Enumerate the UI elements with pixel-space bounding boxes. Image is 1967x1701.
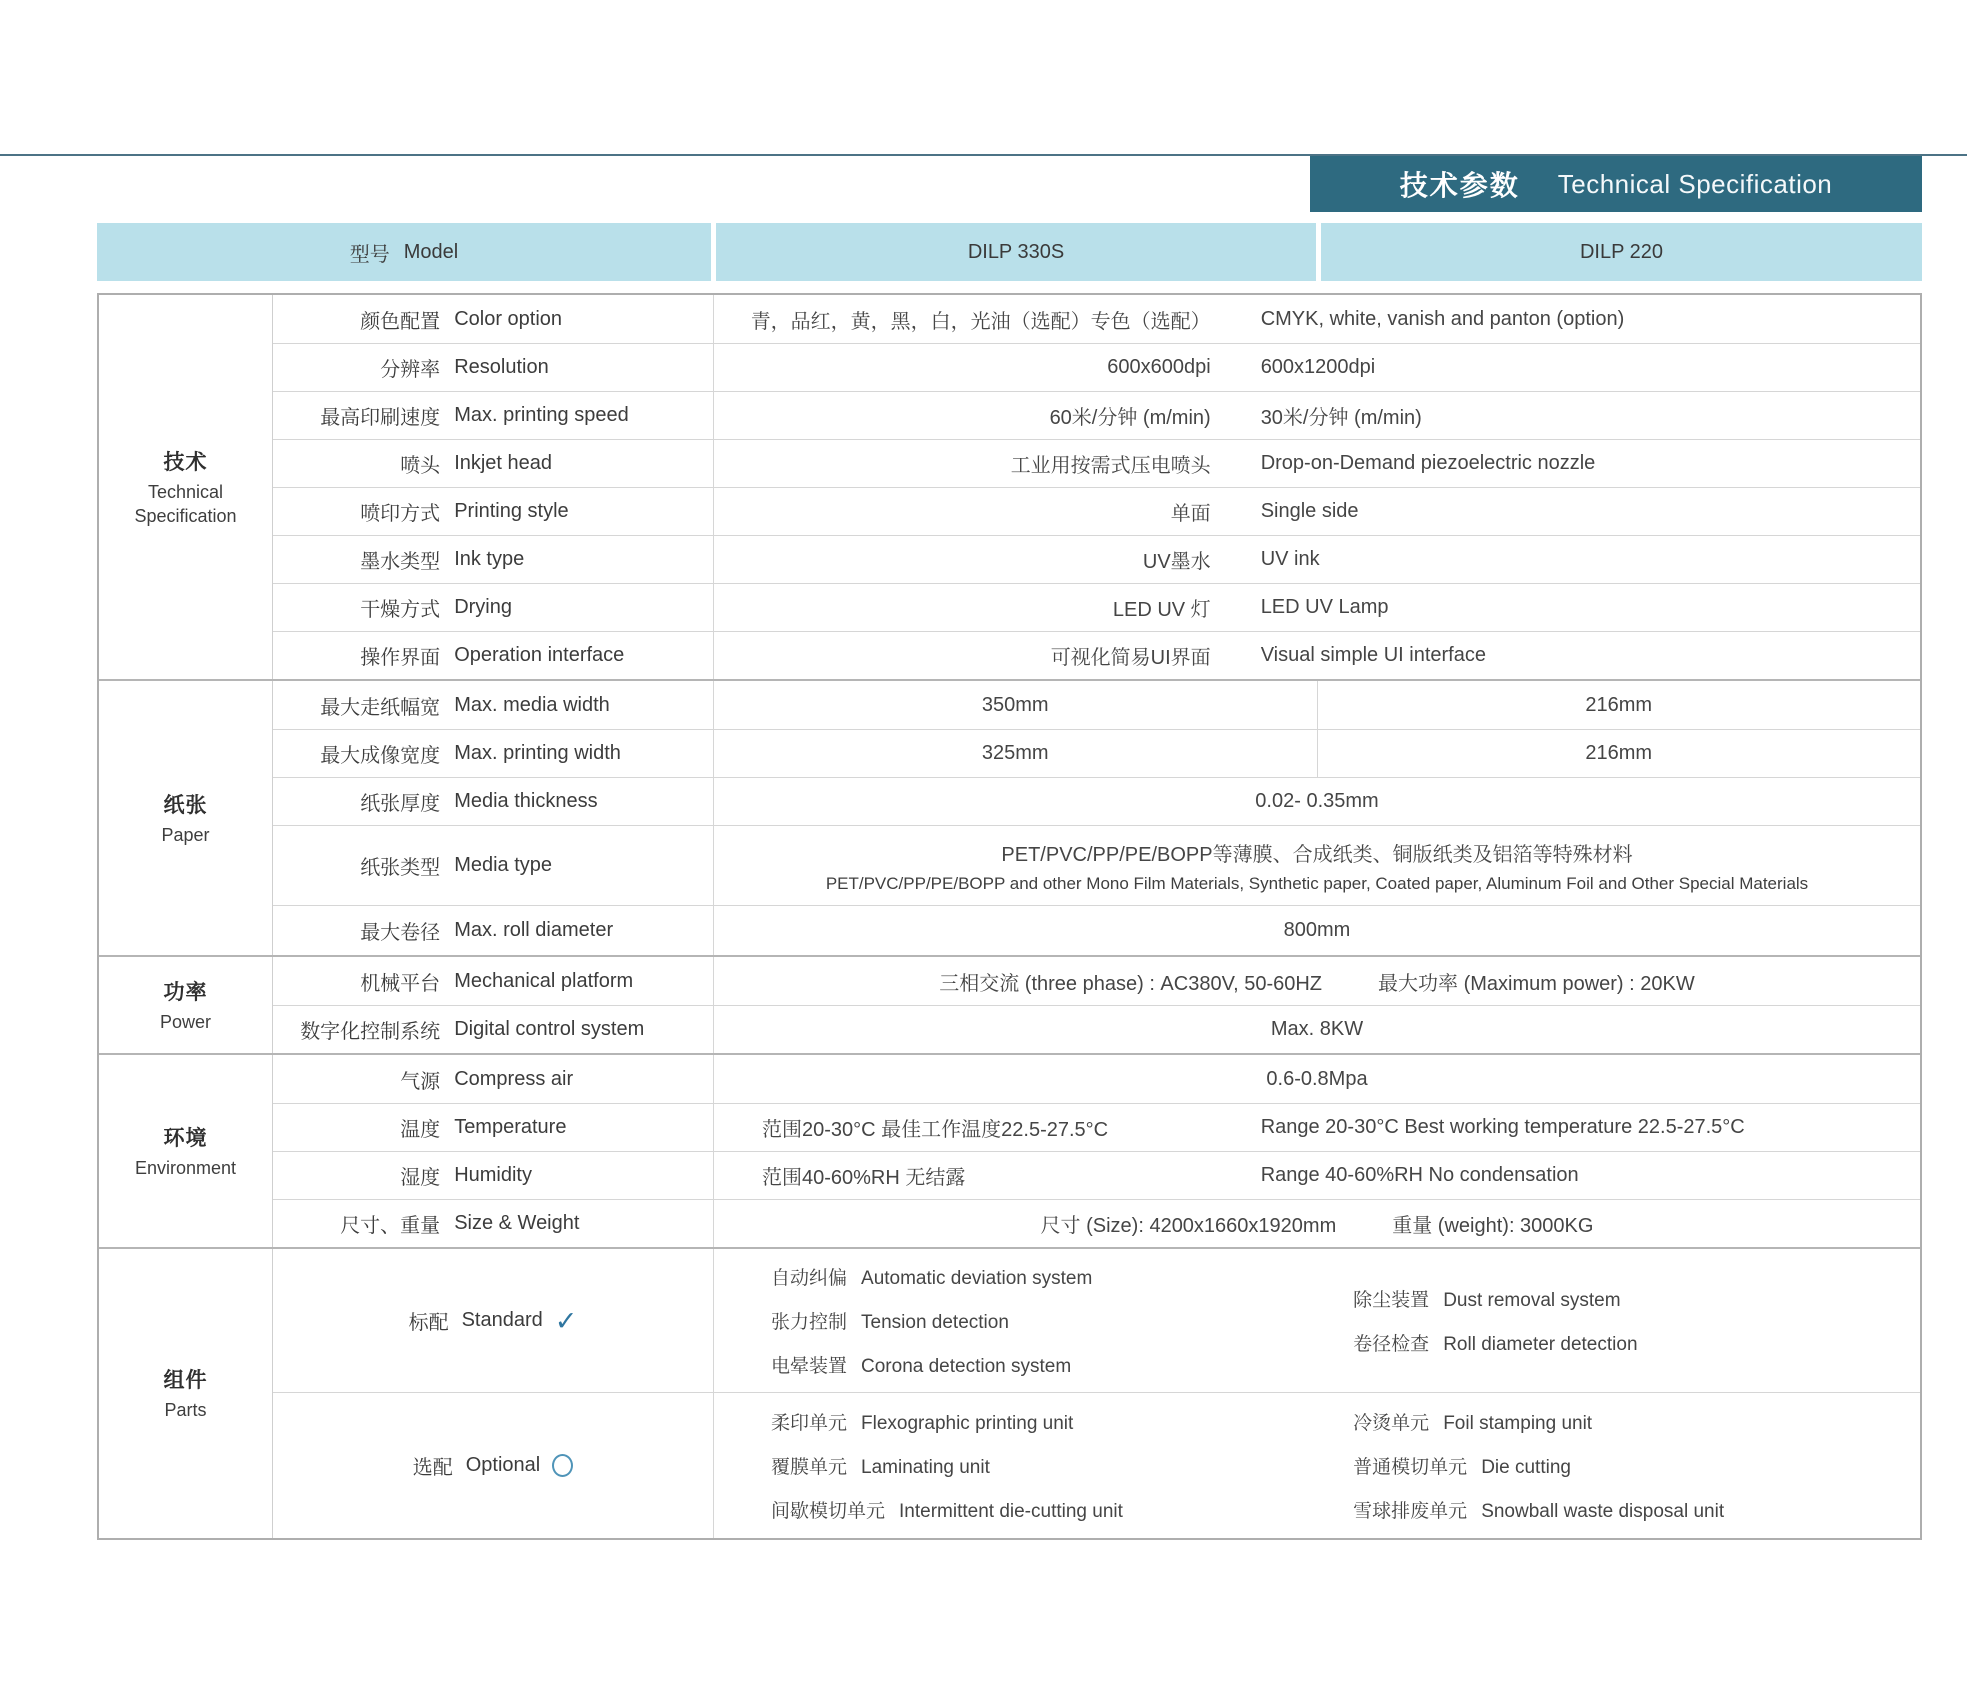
value-en: 重量 (weight): 3000KG (1392, 1215, 1594, 1237)
label-zh: 最大走纸幅宽 (320, 696, 441, 719)
section-parts (99, 1247, 1920, 1538)
value-cell (714, 1152, 1920, 1199)
label-cell (273, 295, 714, 343)
label-cell (273, 957, 714, 1005)
value-dilp330s: 350mm (981, 693, 1049, 716)
group-en: Technical Specification (134, 482, 237, 526)
value-merged: Max. 8KW (1270, 1018, 1364, 1040)
group-en: Parts (164, 1400, 207, 1421)
group-cell-parts (99, 1249, 273, 1538)
spec-table (97, 293, 1922, 1540)
value-cell (714, 392, 1920, 439)
value-cell (714, 1200, 1920, 1247)
item-zh: 雪球排废单元 (1353, 1501, 1468, 1522)
table-row-temperature (273, 1103, 1920, 1151)
group-en: Environment (134, 1157, 237, 1178)
item-zh: 冷烫单元 (1353, 1413, 1430, 1434)
group-cell-power (99, 957, 273, 1053)
label-cell (273, 488, 714, 535)
item-en: Intermittent die-cutting unit (899, 1501, 1123, 1522)
table-row-max-printing-speed (273, 391, 1920, 439)
item-en: Dust removal system (1443, 1290, 1621, 1311)
label-cell (273, 906, 714, 955)
label-zh: 温度 (400, 1119, 441, 1141)
table-row-operation-interface (273, 631, 1920, 679)
value-cell (714, 1104, 1920, 1151)
label-en: Mechanical platform (454, 969, 634, 992)
value-en: CMYK, white, vanish and panton (option) (1260, 307, 1625, 330)
item-zh: 卷径检查 (1353, 1334, 1430, 1355)
table-row-standard-parts (273, 1249, 1920, 1392)
item-zh: 柔印单元 (771, 1413, 848, 1434)
group-zh: 技术 (163, 451, 208, 475)
value-cell (714, 536, 1920, 583)
label-zh: 最大成像宽度 (320, 745, 441, 767)
item-zh: 覆膜单元 (771, 1457, 848, 1478)
model-header-row (97, 223, 1922, 281)
label-cell (273, 778, 714, 825)
value-cell (714, 488, 1920, 535)
value-cell-standard-list (714, 1249, 1920, 1392)
value-cell (714, 632, 1920, 679)
value-zh: 60米/分钟 (m/min) (1049, 407, 1211, 429)
value-dilp220: 216mm (1317, 681, 1921, 729)
list-item (771, 1307, 1353, 1334)
value-merged: 0.6-0.8Mpa (1266, 1067, 1368, 1090)
list-item (1353, 1408, 1920, 1435)
circle-icon (552, 1454, 573, 1477)
table-row-media-thickness (273, 777, 1920, 825)
value-merged: 800mm (1283, 919, 1351, 941)
item-en: Foil stamping unit (1443, 1413, 1593, 1434)
group-zh: 组件 (163, 1369, 208, 1393)
value-cell (714, 778, 1920, 825)
table-row-digital-control-system (273, 1005, 1920, 1053)
item-en: Die cutting (1481, 1457, 1571, 1478)
model-label-en: Model (403, 240, 459, 263)
section-environment (99, 1053, 1920, 1247)
value-cell (714, 906, 1920, 955)
value-zh: 三相交流 (three phase) : AC380V, 50-60HZ (939, 972, 1323, 995)
list-item (1353, 1452, 1920, 1479)
label-en: Max. printing speed (454, 404, 629, 426)
label-en: Max. printing width (454, 742, 621, 764)
table-row-compress-air (273, 1055, 1920, 1103)
label-cell (273, 1104, 714, 1151)
table-row-max-roll-diameter (273, 905, 1920, 955)
list-item (1353, 1496, 1920, 1523)
label-en: Printing style (454, 500, 569, 522)
value-merged: 0.02- 0.35mm (1255, 790, 1379, 812)
optional-list-right (1353, 1408, 1920, 1523)
label-zh: 颜色配置 (360, 310, 441, 333)
label-en: Temperature (454, 1116, 567, 1138)
table-row-size-weight (273, 1199, 1920, 1247)
item-zh: 电晕装置 (771, 1356, 848, 1377)
label-cell (273, 1200, 714, 1247)
check-icon: ✓ (554, 1306, 578, 1336)
table-row-max-media-width (273, 681, 1920, 729)
section-title-bar (1310, 156, 1922, 212)
value-en: LED UV Lamp (1260, 596, 1389, 618)
label-cell (273, 536, 714, 583)
label-zh: 操作界面 (360, 647, 441, 669)
table-row-printing-style (273, 487, 1920, 535)
standard-list-right (1353, 1285, 1920, 1356)
label-en: Humidity (454, 1164, 532, 1186)
value-zh: 600x600dpi (1107, 356, 1211, 378)
section-technical (99, 295, 1920, 679)
value-zh: 工业用按需式压电喷头 (1010, 455, 1211, 477)
list-item (771, 1408, 1353, 1435)
value-cell (714, 1055, 1920, 1103)
value-en: 600x1200dpi (1260, 356, 1376, 378)
label-cell (273, 392, 714, 439)
label-en: Resolution (454, 356, 549, 378)
value-cell (714, 1006, 1920, 1053)
table-row-resolution (273, 343, 1920, 391)
label-cell (273, 584, 714, 631)
label-zh: 喷头 (400, 455, 441, 477)
label-zh: 最大卷径 (360, 922, 441, 944)
label-cell (273, 1006, 714, 1053)
value-cell (714, 730, 1920, 777)
value-zh: 青，品红，黄，黑，白，光油（选配）专色（选配） (750, 310, 1211, 333)
label-en: Digital control system (454, 1018, 645, 1040)
label-cell (273, 681, 714, 729)
list-item (1353, 1285, 1920, 1312)
item-en: Laminating unit (861, 1457, 990, 1478)
label-zh: 气源 (400, 1070, 441, 1093)
value-cell (714, 957, 1920, 1005)
value-en: 30米/分钟 (m/min) (1260, 407, 1422, 429)
section-power (99, 955, 1920, 1053)
label-cell (273, 344, 714, 391)
value-dilp330s: 325mm (981, 742, 1049, 764)
section-rows (273, 957, 1920, 1053)
group-zh: 环境 (163, 1126, 208, 1150)
label-zh: 标配 (408, 1312, 449, 1334)
group-cell-paper (99, 681, 273, 955)
item-en: Tension detection (861, 1312, 1009, 1333)
value-zh: UV墨水 (1142, 551, 1211, 573)
group-en: Power (159, 1011, 212, 1032)
label-zh: 选配 (412, 1457, 453, 1479)
label-cell-optional (273, 1393, 714, 1538)
list-item (771, 1351, 1353, 1378)
label-en: Media type (454, 854, 553, 876)
label-cell (273, 1055, 714, 1103)
label-cell (273, 826, 714, 905)
item-en: Corona detection system (861, 1356, 1072, 1377)
section-rows (273, 1249, 1920, 1538)
value-cell (714, 344, 1920, 391)
label-zh: 喷印方式 (360, 503, 441, 525)
label-en: Max. roll diameter (454, 919, 614, 941)
table-row-drying (273, 583, 1920, 631)
value-cell-optional-list (714, 1393, 1920, 1538)
label-en: Max. media width (454, 693, 610, 716)
label-cell-standard (273, 1249, 714, 1392)
list-item (1353, 1329, 1920, 1356)
section-title-zh: 技术参数 (1399, 170, 1520, 201)
group-cell-technical (99, 295, 273, 679)
value-en: Range 40-60%RH No condensation (1260, 1164, 1579, 1186)
label-en: Media thickness (454, 790, 598, 812)
table-row-optional-parts (273, 1392, 1920, 1538)
list-item (771, 1452, 1353, 1479)
table-row-ink-type (273, 535, 1920, 583)
standard-list-left (714, 1263, 1353, 1378)
group-cell-environment (99, 1055, 273, 1247)
label-en: Standard (461, 1309, 543, 1331)
item-en: Roll diameter detection (1443, 1334, 1638, 1355)
value-en: Range 20-30°C Best working temperature 22.5-27.5°C (1260, 1116, 1745, 1138)
value-zh: 尺寸 (Size): 4200x1660x1920mm (1040, 1215, 1337, 1237)
item-en: Flexographic printing unit (861, 1413, 1074, 1434)
value-zh: 单面 (1170, 503, 1211, 525)
value-en: Single side (1260, 500, 1359, 522)
section-rows (273, 1055, 1920, 1247)
label-zh: 数字化控制系统 (300, 1021, 441, 1043)
table-row-max-printing-width (273, 729, 1920, 777)
list-item (771, 1496, 1353, 1523)
label-zh: 尺寸、重量 (340, 1215, 441, 1237)
label-en: Ink type (454, 548, 525, 570)
value-zh: 范围20-30°C 最佳工作温度22.5-27.5°C (762, 1119, 1109, 1141)
section-title-en: Technical Specification (1557, 168, 1833, 199)
item-zh: 自动纠偏 (771, 1268, 848, 1289)
item-zh: 普通模切单元 (1353, 1457, 1468, 1478)
label-zh: 墨水类型 (360, 551, 441, 573)
label-cell (273, 1152, 714, 1199)
label-en: Compress air (454, 1067, 574, 1090)
item-en: Snowball waste disposal unit (1481, 1501, 1725, 1522)
optional-list-left (714, 1408, 1353, 1523)
model-label-zh: 型号 (349, 243, 390, 266)
value-en: PET/PVC/PP/PE/BOPP and other Mono Film Materials, Synthetic paper, Coated paper, Aluminum Foil and Other Special Materials (825, 873, 1809, 893)
value-cell (714, 440, 1920, 487)
value-cell (714, 826, 1920, 905)
label-en: Color option (454, 307, 563, 330)
value-zh: PET/PVC/PP/PE/BOPP等薄膜、合成纸类、铜版纸类及铝箔等特殊材料 (1001, 843, 1633, 866)
model-header-dilp220: DILP 220 (1321, 223, 1922, 281)
item-zh: 张力控制 (771, 1312, 848, 1333)
table-row-media-type (273, 825, 1920, 905)
label-zh: 干燥方式 (360, 599, 441, 621)
label-zh: 纸张类型 (360, 857, 441, 879)
label-zh: 机械平台 (360, 972, 441, 995)
item-zh: 除尘装置 (1353, 1290, 1430, 1311)
value-cell (714, 584, 1920, 631)
section-rows (273, 681, 1920, 955)
label-cell (273, 632, 714, 679)
label-zh: 纸张厚度 (360, 793, 441, 815)
table-row-inkjet-head (273, 439, 1920, 487)
label-cell (273, 730, 714, 777)
item-zh: 间歇模切单元 (771, 1501, 886, 1522)
section-paper (99, 679, 1920, 955)
value-cell (714, 295, 1920, 343)
label-zh: 分辨率 (380, 359, 441, 381)
label-zh: 湿度 (400, 1167, 441, 1189)
item-en: Automatic deviation system (861, 1268, 1093, 1289)
table-row-mechanical-platform (273, 957, 1920, 1005)
label-en: Size & Weight (454, 1212, 580, 1234)
list-item (771, 1263, 1353, 1290)
value-en: Visual simple UI interface (1260, 644, 1486, 666)
group-zh: 功率 (163, 980, 208, 1004)
label-cell (273, 440, 714, 487)
group-en: Paper (161, 824, 210, 845)
label-zh: 最高印刷速度 (320, 407, 441, 429)
table-row-humidity (273, 1151, 1920, 1199)
value-en: Drop-on-Demand piezoelectric nozzle (1260, 452, 1596, 474)
section-rows (273, 295, 1920, 679)
value-en: UV ink (1260, 548, 1320, 570)
model-header-dilp330s: DILP 330S (716, 223, 1316, 281)
label-en: Drying (454, 596, 512, 618)
group-zh: 纸张 (163, 793, 208, 817)
value-zh: LED UV 灯 (1112, 599, 1211, 621)
value-zh: 可视化简易UI界面 (1050, 647, 1211, 669)
label-en: Optional (465, 1454, 541, 1476)
label-en: Operation interface (454, 644, 625, 666)
value-dilp220: 216mm (1317, 730, 1921, 777)
label-en: Inkjet head (454, 452, 553, 474)
value-cell (714, 681, 1920, 729)
value-en: 最大功率 (Maximum power) : 20KW (1378, 972, 1695, 995)
value-zh: 范围40-60%RH 无结露 (762, 1167, 966, 1189)
table-row-color-option (273, 295, 1920, 343)
model-header-label (97, 223, 711, 281)
